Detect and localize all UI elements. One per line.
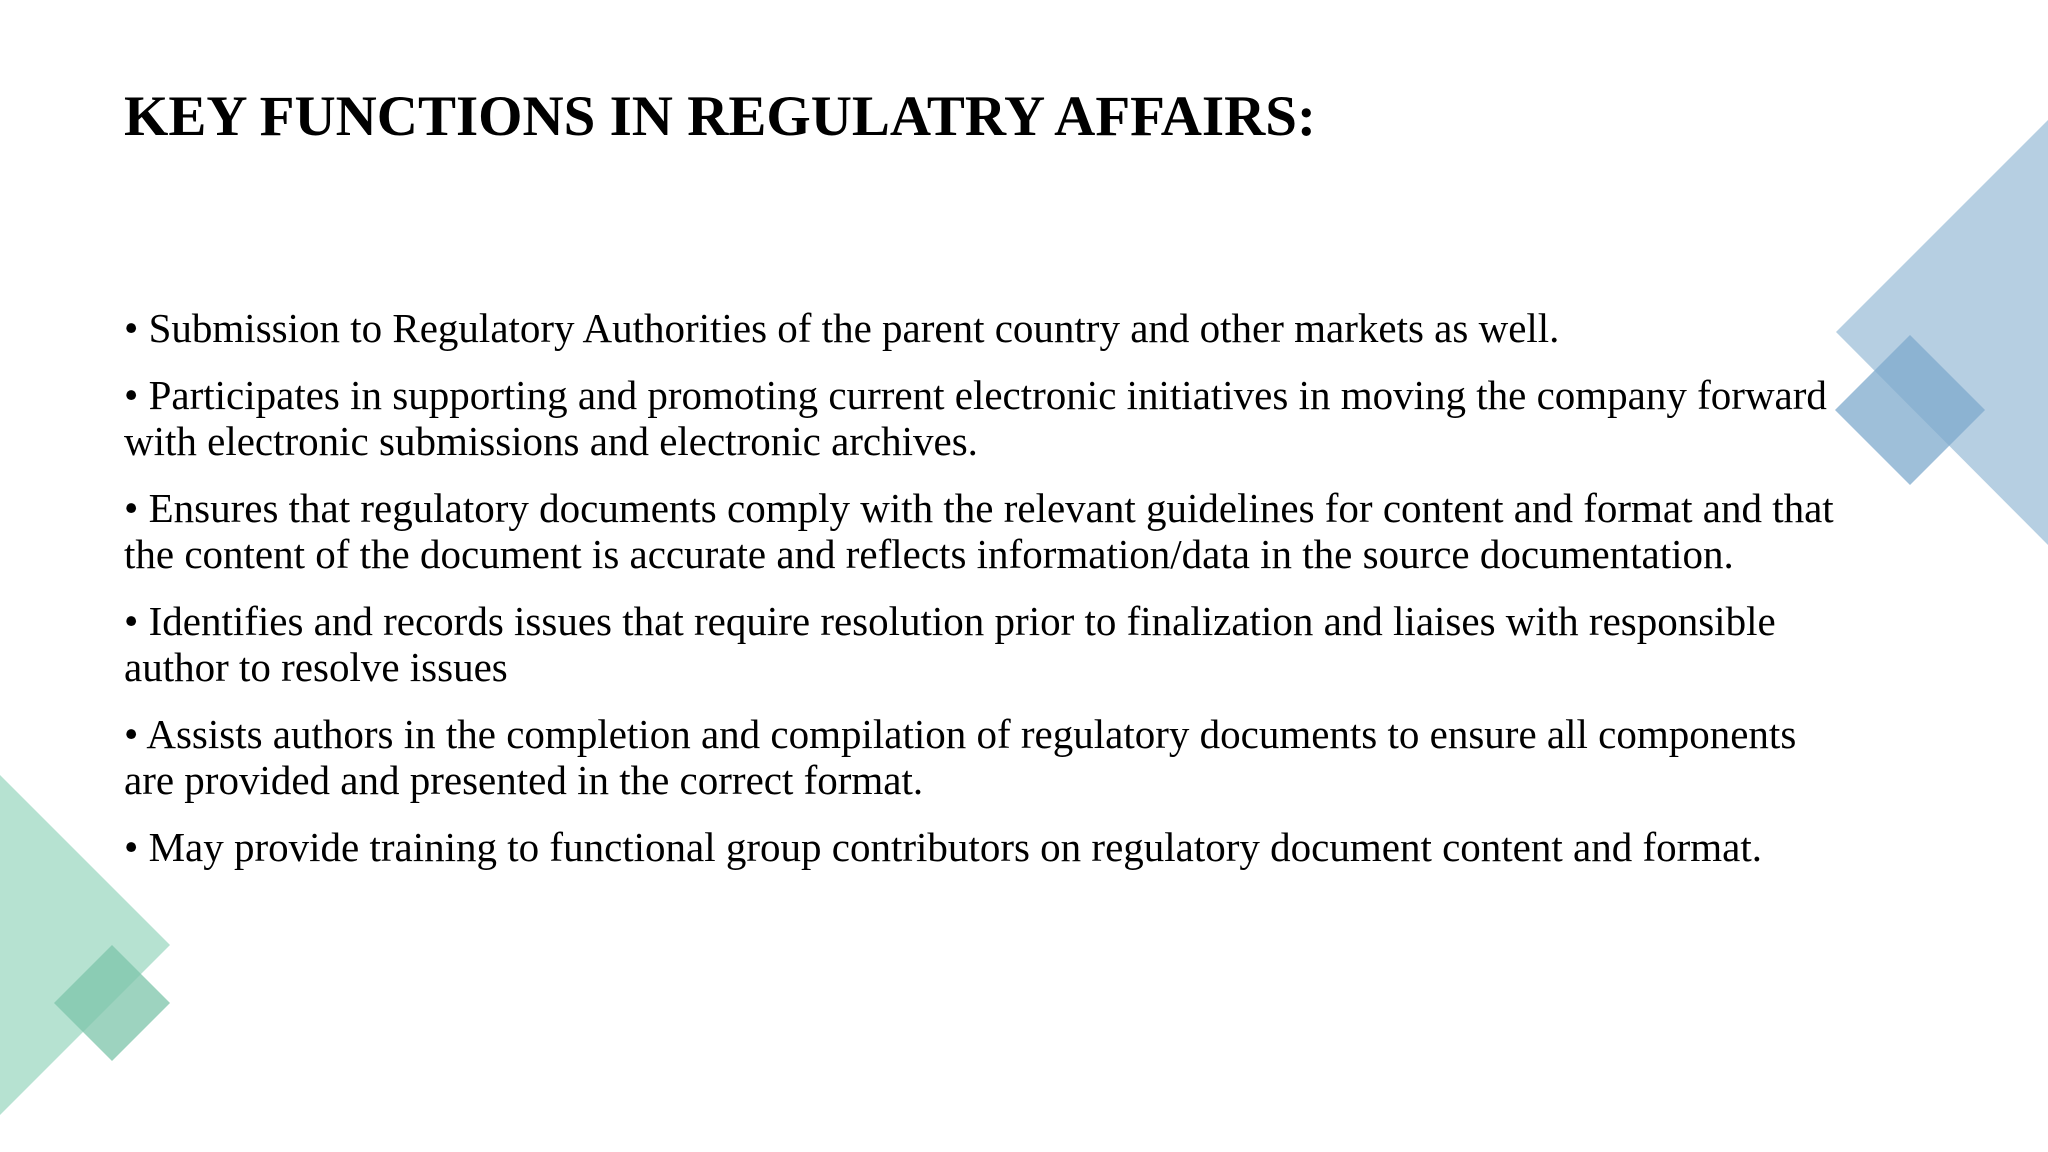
slide-title: KEY FUNCTIONS IN REGULATRY AFFAIRS: (124, 85, 1316, 148)
bullet-item: • Identifies and records issues that require resolution prior to finalization and liaises with responsible author to resolve issues (124, 598, 1776, 690)
bullet-item: • Ensures that regulatory documents comply with the relevant guidelines for content and format and that the content of the document is accurate and reflects information/data in the source documentation. (124, 485, 1834, 577)
bullet-item: • Participates in supporting and promoting current electronic initiatives in moving the company forward with electronic submissions and electronic archives. (124, 372, 1827, 464)
bullet-item: • May provide training to functional group contributors on regulatory document content and format. (124, 824, 1762, 870)
bullet-item: • Submission to Regulatory Authorities of the parent country and other markets as well. (124, 305, 1560, 351)
bullet-list (124, 305, 1924, 891)
bullet-item: • Assists authors in the completion and compilation of regulatory documents to ensure all components are provided and presented in the correct format. (124, 711, 1797, 803)
